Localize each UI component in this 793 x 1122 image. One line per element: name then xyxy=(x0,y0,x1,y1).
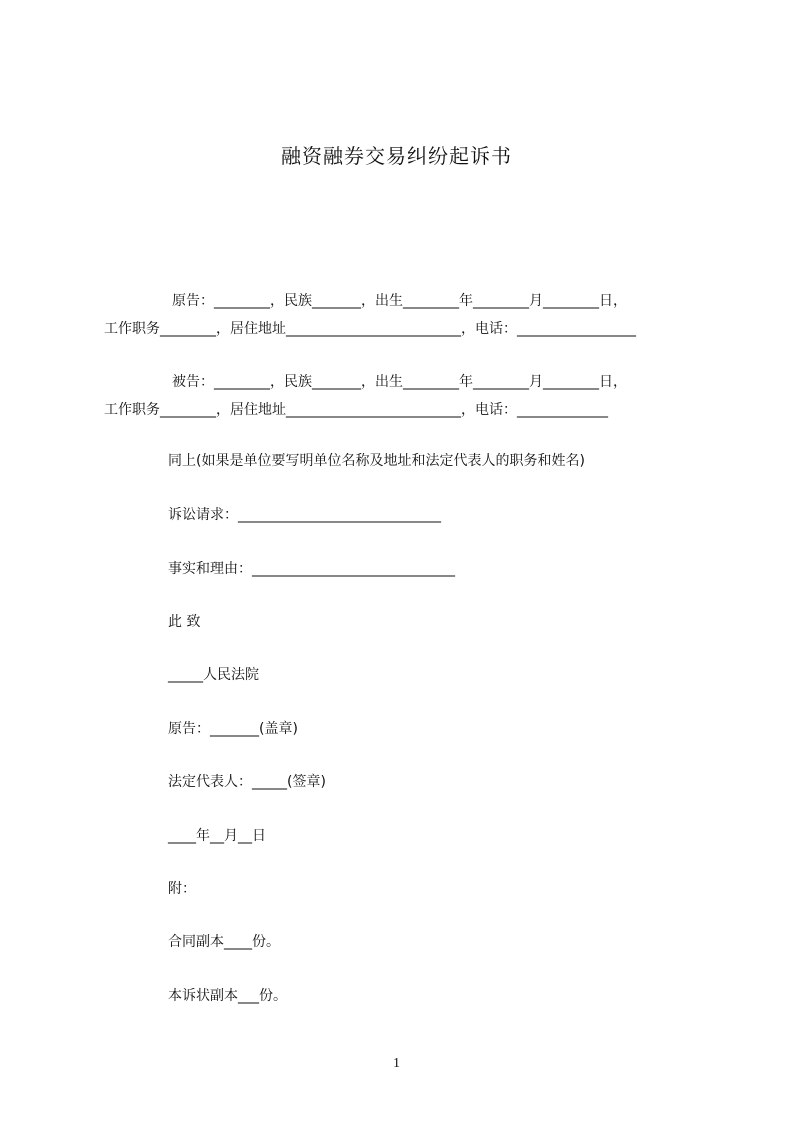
same-note: 同上(如果是单位要写明单位名称及地址和法定代表人的职务和姓名) xyxy=(168,453,585,469)
claims-line: 诉讼请求：_____________________________ xyxy=(168,507,441,523)
salutation: 此 致 xyxy=(168,614,201,630)
date-line: ____年__月__日 xyxy=(168,828,266,844)
page-number: 1 xyxy=(393,1056,400,1071)
legal-rep-line: 法定代表人：_____(签章) xyxy=(168,774,326,790)
attachment-complaint: 本诉状副本___份。 xyxy=(168,988,287,1004)
court-line: _____人民法院 xyxy=(168,667,259,683)
plaintiff-seal-line: 原告：_______(盖章) xyxy=(168,721,298,737)
plaintiff-line-2: 工作职务________，居住地址_________________________，电话：_________________ xyxy=(104,321,636,337)
plaintiff-line-1: 原告：________，民族_______，出生________年________月________日， xyxy=(172,293,627,309)
attachment-label: 附： xyxy=(168,881,196,897)
document-title: 融资融券交易纠纷起诉书 xyxy=(281,144,512,168)
defendant-line-1: 被告：________，民族_______，出生________年________月________日， xyxy=(172,374,627,390)
facts-line: 事实和理由：_____________________________ xyxy=(168,561,455,577)
attachment-contract: 合同副本____份。 xyxy=(168,934,280,950)
defendant-line-2: 工作职务________，居住地址_________________________，电话：_____________ xyxy=(104,402,608,418)
